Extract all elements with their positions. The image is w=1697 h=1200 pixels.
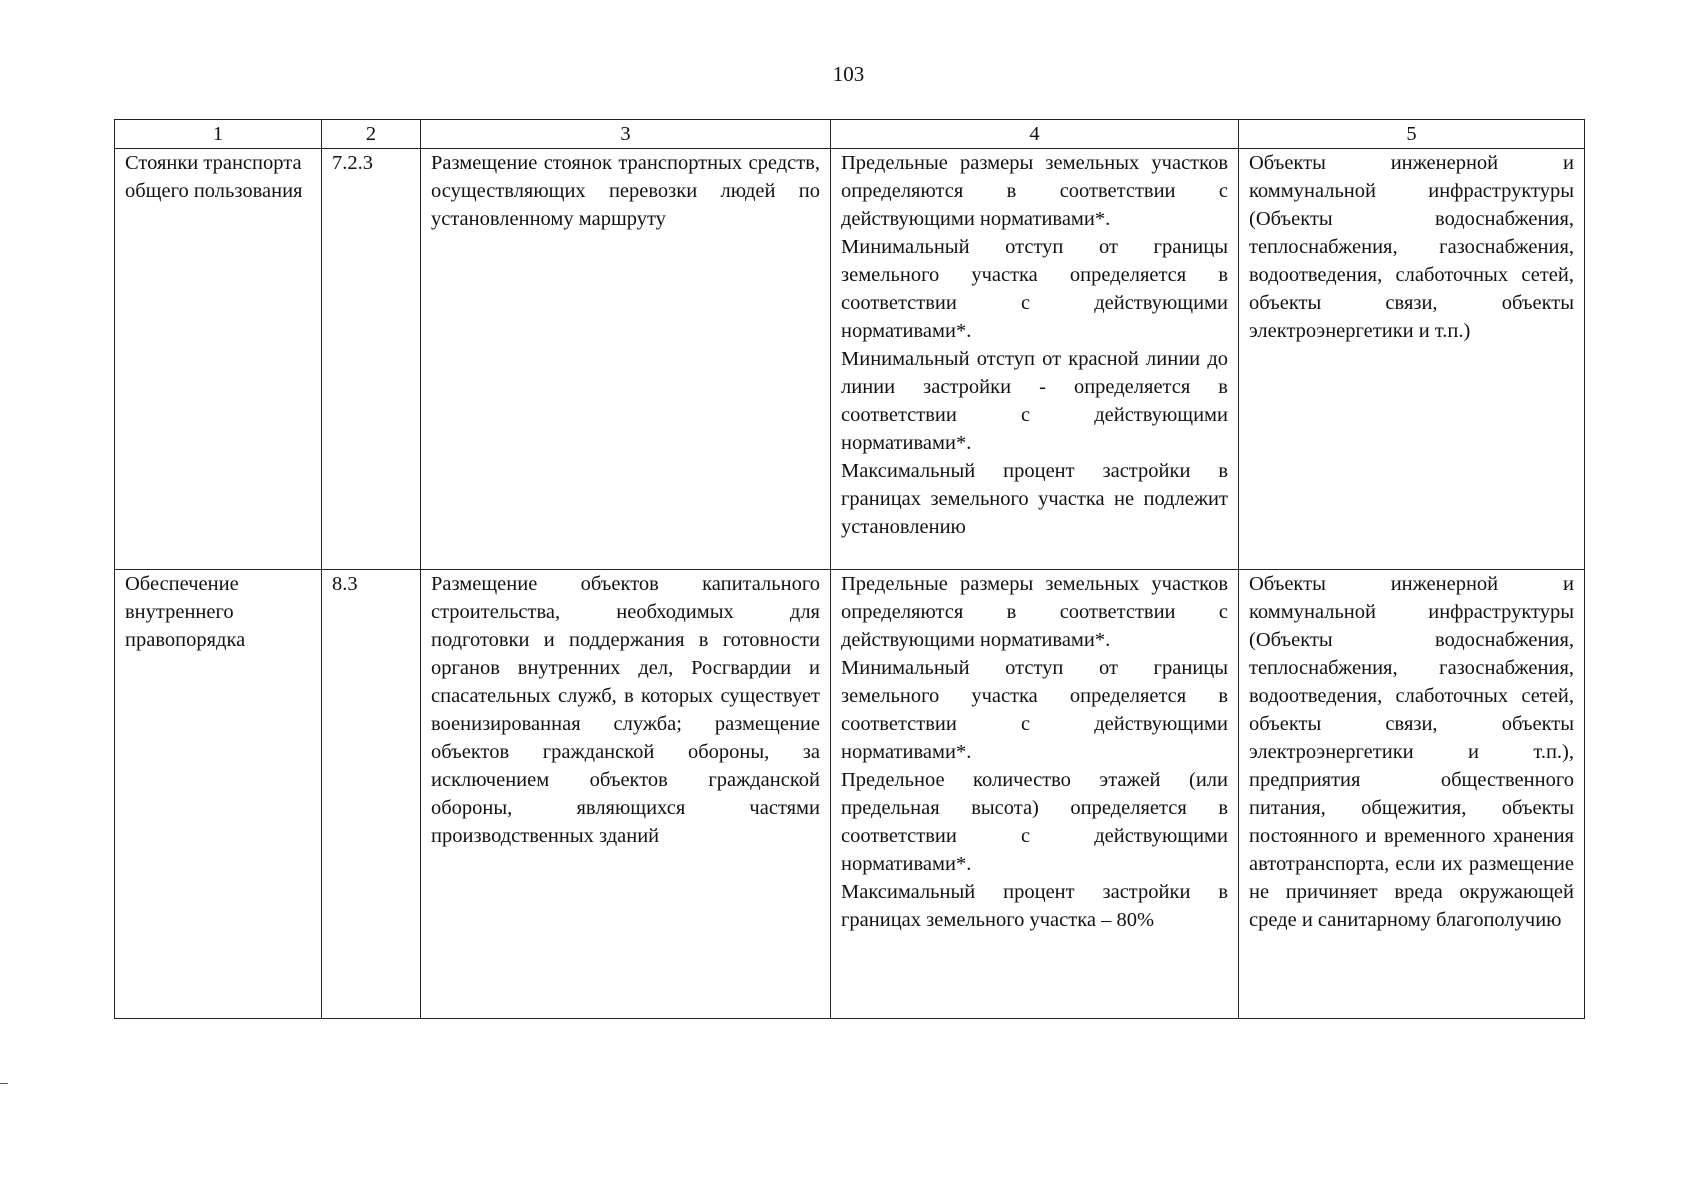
column-header-5: 5	[1239, 120, 1585, 149]
table-row	[115, 149, 1585, 570]
parameters-cell	[831, 149, 1239, 570]
table-header-row	[115, 120, 1585, 149]
use-code-cell: 7.2.3	[322, 149, 421, 570]
land-use-table	[114, 119, 1585, 1019]
auxiliary-uses-cell: Объекты инженерной и коммунальной инфраструктуры (Объекты водоснабжения, теплоснабжения, газоснабжения, водоотведения, слаботочных сетей, объекты связи, объекты электроэнергетики и т.п.), предприятия общественного питания, общежития, объекты постоянного и временного хранения автотранспорта, если их размещение не причиняет вреда окружающей среде и санитарному благополучию	[1239, 570, 1585, 1019]
scan-edge-mark	[0, 1083, 8, 1084]
parameter-paragraph: Минимальный отступ от красной линии до линии застройки - определяется в соответствии с действующими нормативами*.	[841, 348, 1228, 454]
use-name-cell: Обеспечение внутреннего правопорядка	[115, 570, 322, 1019]
parameter-paragraph: Максимальный процент застройки в границах земельного участка не подлежит установлению	[841, 460, 1228, 538]
parameters-cell	[831, 570, 1239, 1019]
table-row	[115, 570, 1585, 1019]
column-header-4: 4	[831, 120, 1239, 149]
parameter-paragraph: Предельные размеры земельных участков определяются в соответствии с действующими нормативами*.	[841, 573, 1228, 651]
column-header-1: 1	[115, 120, 322, 149]
parameter-paragraph: Предельное количество этажей (или предельная высота) определяется в соответствии с действующими нормативами*.	[841, 769, 1228, 875]
auxiliary-uses-cell: Объекты инженерной и коммунальной инфраструктуры (Объекты водоснабжения, теплоснабжения, газоснабжения, водоотведения, слаботочных сетей, объекты связи, объекты электроэнергетики и т.п.)	[1239, 149, 1585, 570]
use-name-cell: Стоянки транспорта общего пользования	[115, 149, 322, 570]
column-header-3: 3	[421, 120, 831, 149]
parameter-paragraph: Минимальный отступ от границы земельного участка определяется в соответствии с действующими нормативами*.	[841, 236, 1228, 342]
use-description-cell: Размещение объектов капитального строительства, необходимых для подготовки и поддержания в готовности органов внутренних дел, Росгвардии и спасательных служб, в которых существует военизированная служба; размещение объектов гражданской обороны, за исключением объектов гражданской обороны, являющихся частями производственных зданий	[421, 570, 831, 1019]
parameter-paragraph: Минимальный отступ от границы земельного участка определяется в соответствии с действующими нормативами*.	[841, 657, 1228, 763]
page-number: 103	[832, 62, 865, 86]
parameter-paragraph: Предельные размеры земельных участков определяются в соответствии с действующими нормативами*.	[841, 152, 1228, 230]
use-description-cell: Размещение стоянок транспортных средств, осуществляющих перевозки людей по установленному маршруту	[421, 149, 831, 570]
column-header-2: 2	[322, 120, 421, 149]
parameter-paragraph: Максимальный процент застройки в границах земельного участка – 80%	[841, 881, 1228, 931]
use-code-cell: 8.3	[322, 570, 421, 1019]
